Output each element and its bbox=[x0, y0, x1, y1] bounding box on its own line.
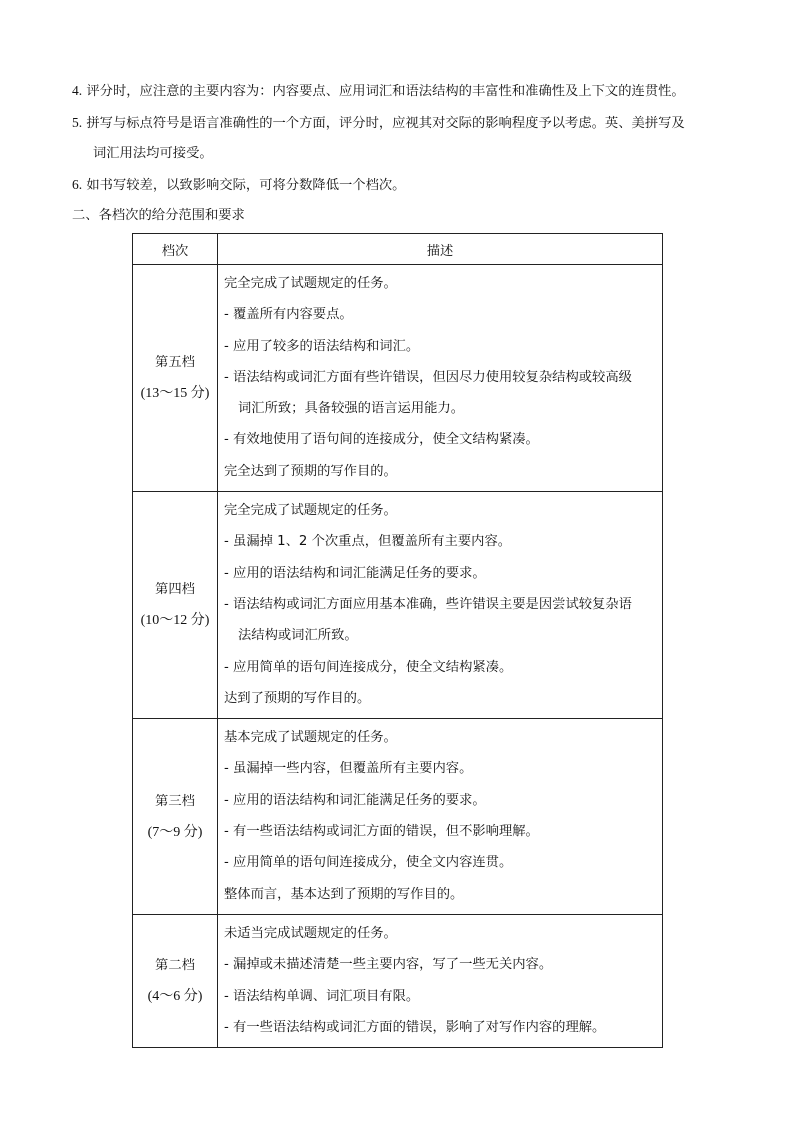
column-header-description: 描述 bbox=[218, 234, 663, 265]
description-cell bbox=[218, 492, 663, 719]
description-line: 整体而言，基本达到了预期的写作目的。 bbox=[224, 886, 464, 902]
note-6: 6. 如书写较差，以致影响交际，可将分数降低一个档次。 bbox=[72, 177, 406, 193]
level-cell bbox=[133, 719, 218, 915]
note-5: 5. 拼写与标点符号是语言准确性的一个方面，评分时，应视其对交际的影响程度予以考虑。英、美拼写及 bbox=[72, 115, 685, 131]
level-cell bbox=[133, 914, 218, 1047]
table-row bbox=[133, 265, 663, 492]
description-line: - 覆盖所有内容要点。 bbox=[224, 307, 353, 323]
level-range: (4～6 分) bbox=[147, 989, 203, 1005]
description-cell bbox=[218, 265, 663, 492]
level-name: 第四档 bbox=[155, 582, 195, 598]
description-line: - 应用的语法结构和词汇能满足任务的要求。 bbox=[224, 792, 486, 808]
description-line: 未适当完成试题规定的任务。 bbox=[224, 925, 397, 941]
level-range: (7～9 分) bbox=[147, 824, 203, 840]
description-cell bbox=[218, 914, 663, 1047]
description-line-continuation: 法结构或词汇所致。 bbox=[238, 628, 358, 644]
note-5-continuation: 词汇用法均可接受。 bbox=[93, 146, 213, 161]
level-name: 第五档 bbox=[155, 355, 195, 371]
description-line: - 应用简单的语句间连接成分，使全文内容连贯。 bbox=[224, 855, 513, 871]
table-row bbox=[133, 914, 663, 1047]
description-line: - 应用简单的语句间连接成分，使全文结构紧凑。 bbox=[224, 659, 513, 675]
description-line: - 语法结构或词汇方面应用基本准确，些许错误主要是因尝试较复杂语 bbox=[224, 596, 632, 612]
column-header-level: 档次 bbox=[133, 234, 218, 265]
table-row bbox=[133, 719, 663, 915]
level-range: (10～12 分) bbox=[140, 613, 210, 629]
note-4: 4. 评分时，应注意的主要内容为：内容要点、应用词汇和语法结构的丰富性和准确性及上下文的连贯性。 bbox=[72, 83, 685, 99]
grading-table bbox=[132, 233, 663, 1048]
description-line-continuation: 词汇所致；具备较强的语言运用能力。 bbox=[238, 401, 465, 417]
description-line: - 语法结构单调、词汇项目有限。 bbox=[224, 988, 420, 1004]
table-header-row bbox=[133, 234, 663, 265]
description-line: 完全完成了试题规定的任务。 bbox=[224, 503, 397, 519]
description-line: 完全完成了试题规定的任务。 bbox=[224, 276, 397, 291]
table-row bbox=[133, 492, 663, 719]
description-line: - 应用了较多的语法结构和词汇。 bbox=[224, 338, 420, 354]
description-line: 基本完成了试题规定的任务。 bbox=[224, 730, 397, 746]
description-line: - 有一些语法结构或词汇方面的错误，影响了对写作内容的理解。 bbox=[224, 1019, 606, 1035]
description-line: 达到了预期的写作目的。 bbox=[224, 690, 371, 706]
level-cell bbox=[133, 492, 218, 719]
description-line: - 应用的语法结构和词汇能满足任务的要求。 bbox=[224, 565, 486, 581]
level-name: 第三档 bbox=[155, 793, 195, 809]
description-cell bbox=[218, 719, 663, 915]
description-line: - 虽漏掉一些内容，但覆盖所有主要内容。 bbox=[224, 761, 473, 777]
description-line: - 语法结构或词汇方面有些许错误，但因尽力使用较复杂结构或较高级 bbox=[224, 369, 632, 385]
description-line: - 有效地使用了语句间的连接成分，使全文结构紧凑。 bbox=[224, 432, 539, 448]
level-range: (13～15 分) bbox=[140, 386, 210, 402]
level-cell bbox=[133, 265, 218, 492]
description-line: - 虽漏掉 1、2 个次重点，但覆盖所有主要内容。 bbox=[224, 534, 512, 550]
level-name: 第二档 bbox=[155, 958, 195, 974]
section-heading: 二、各档次的给分范围和要求 bbox=[72, 208, 245, 223]
description-line: - 有一些语法结构或词汇方面的错误，但不影响理解。 bbox=[224, 824, 539, 840]
description-line: - 漏掉或未描述清楚一些主要内容，写了一些无关内容。 bbox=[224, 957, 553, 973]
description-line: 完全达到了预期的写作目的。 bbox=[224, 463, 397, 479]
